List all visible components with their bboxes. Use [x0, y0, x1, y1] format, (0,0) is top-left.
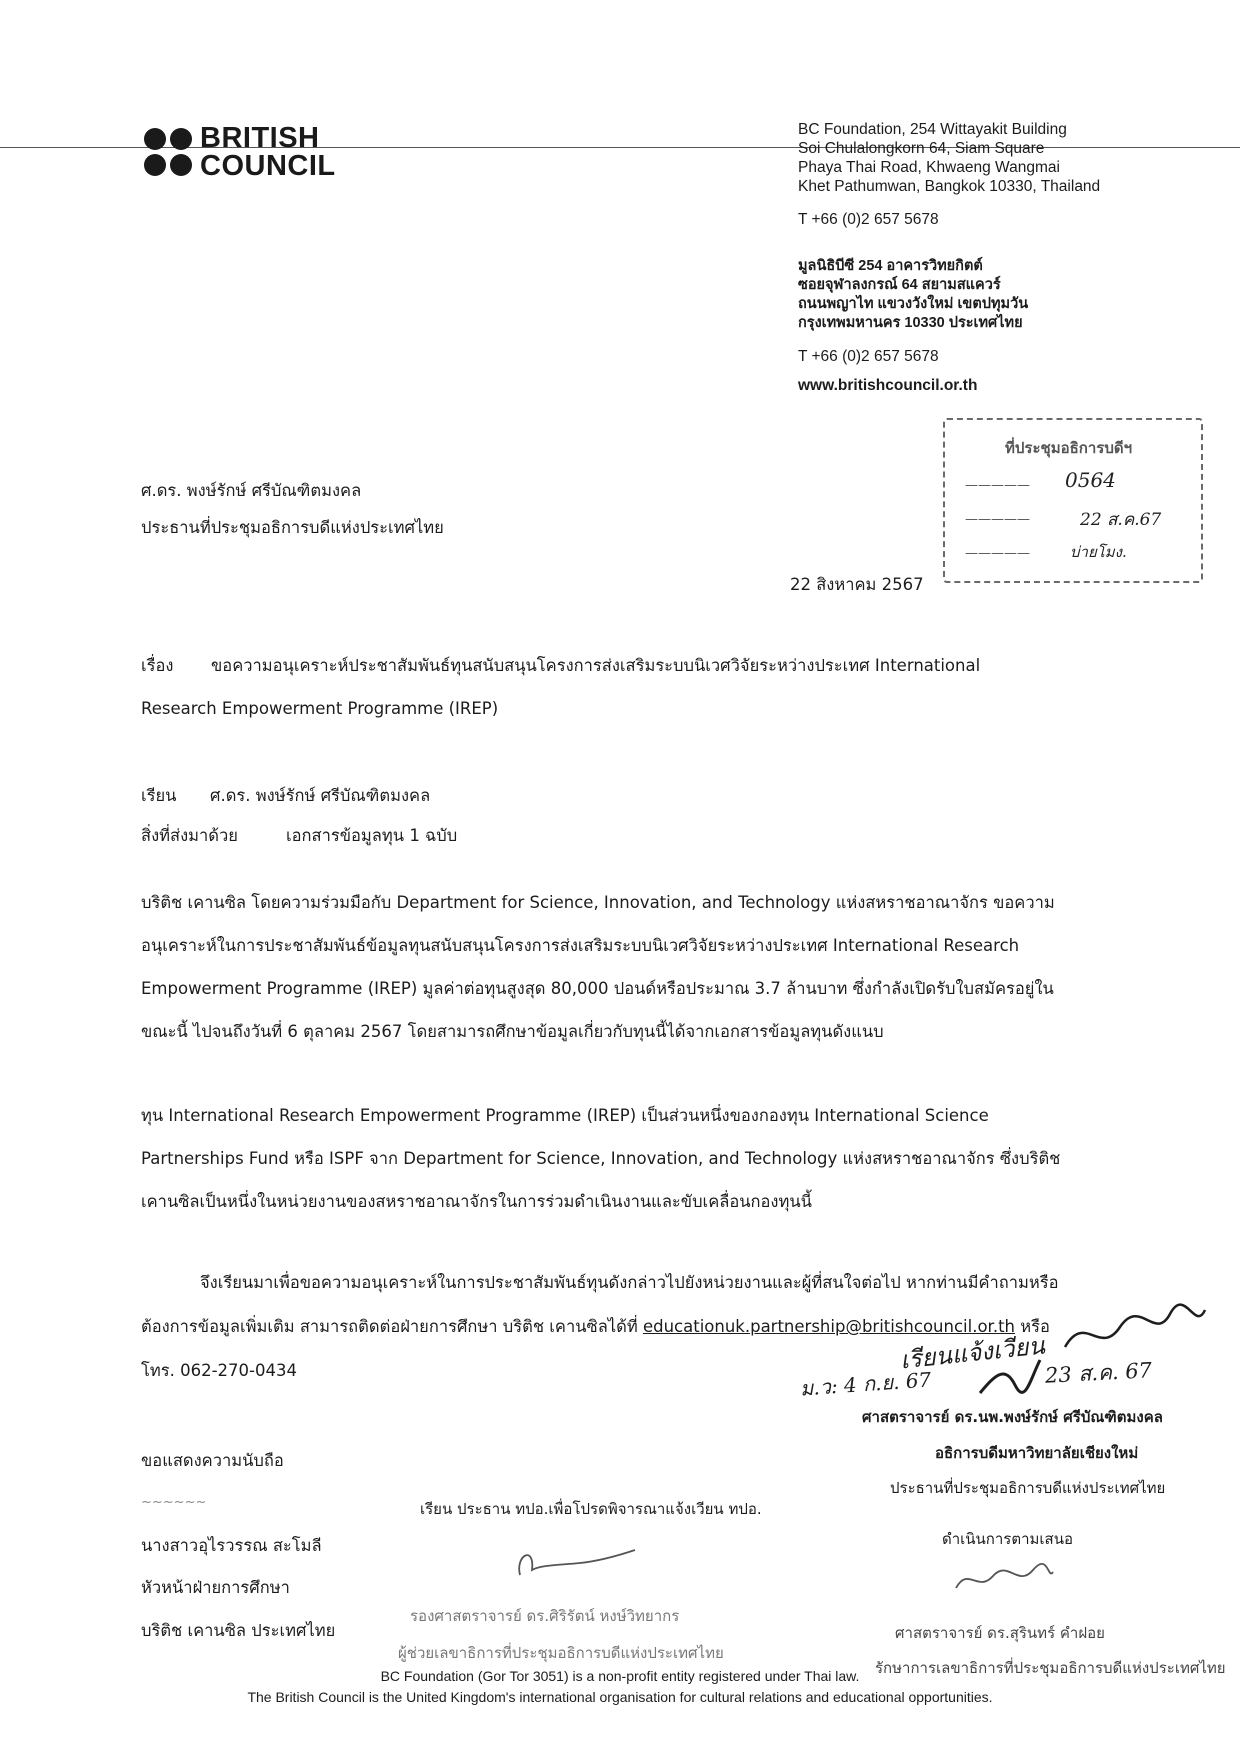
handwritten-note: ม.ว: 4 ก.ย. 67 [799, 1367, 932, 1401]
logo-wordmark: BRITISH COUNCIL [200, 122, 336, 182]
contact-text: หรือ [1015, 1317, 1050, 1336]
secgen-name: ศาสตราจารย์ ดร.สุรินทร์ คำฝอย [895, 1624, 1105, 1642]
subject-line: ขอความอนุเคราะห์ประชาสัมพันธ์ทุนสนับสนุนโครงการส่งเสริมระบบนิเวศวิจัยระหว่างประเทศ International [211, 656, 981, 675]
letter-date: 22 สิงหาคม 2567 [790, 575, 924, 594]
contact-line [141, 1316, 1050, 1338]
address-line: Khet Pathumwan, Bangkok 10330, Thailand [798, 178, 1101, 195]
dear-label: เรียน [141, 786, 177, 805]
logo-dots-icon [144, 128, 192, 176]
handwritten-note: เรียนแจ้งเวียน [898, 1331, 1047, 1375]
receiving-stamp [943, 418, 1203, 583]
stamp-number: 0564 [1065, 468, 1116, 492]
address-line: Phaya Thai Road, Khwaeng Wangmai [798, 159, 1060, 176]
dear-name: ศ.ดร. พงษ์รักษ์ ศรีบัณฑิตมงคล [210, 786, 431, 805]
stamp-title: ที่ประชุมอธิการบดีฯ [1005, 439, 1133, 457]
address-line: BC Foundation, 254 Wittayakit Building [798, 121, 1067, 138]
body-paragraph-line: ขณะนี้ ไปจนถึงวันที่ 6 ตุลาคม 2567 โดยสามารถศึกษาข้อมูลเกี่ยวกับทุนนี้ได้จากเอกสารข้อมูลทุนดังแนบ [141, 1022, 884, 1041]
body-paragraph-line: ทุน International Research Empowerment Programme (IREP) เป็นส่วนหนึ่งของกองทุน International Science [141, 1106, 989, 1125]
stamp-row-label: ————— [965, 512, 1030, 527]
address-line: ถนนพญาไท แขวงวังใหม่ เขตปทุมวัน [798, 296, 1029, 312]
president-name: ศาสตราจารย์ ดร.นพ.พงษ์รักษ์ ศรีบัณฑิตมงคล [862, 1408, 1163, 1426]
body-paragraph-line: บริติช เคานซิล โดยความร่วมมือกับ Department for Science, Innovation, and Technology แห่งสหราชอาณาจักร ขอความ [141, 893, 1055, 912]
secretary-note: เรียน ประธาน ทปอ.เพื่อโปรดพิจารณาแจ้งเวียน ทปอ. [420, 1500, 762, 1518]
phone-thai: T +66 (0)2 657 5678 [798, 348, 939, 365]
footer-line: The British Council is the United Kingdom's international organisation for cultural relations and educational opportunities. [247, 1689, 993, 1705]
secretary-signature-icon [510, 1535, 640, 1585]
sender-name: นางสาวอุไรวรรณ สะโมลี [141, 1536, 322, 1555]
president-title: อธิการบดีมหาวิทยาลัยเชียงใหม่ [935, 1444, 1139, 1462]
footer-line: BC Foundation (Gor Tor 3051) is a non-profit entity registered under Thai law. [380, 1668, 860, 1684]
action-note: ดำเนินการตามเสนอ [942, 1530, 1073, 1548]
president-signature-icon [1060, 1302, 1210, 1362]
secgen-title: รักษาการเลขาธิการที่ประชุมอธิการบดีแห่งประเทศไทย [875, 1659, 1226, 1677]
secretary-name: รองศาสตราจารย์ ดร.ศิริรัตน์ หงษ์วิทยากร [410, 1607, 680, 1625]
address-line: Soi Chulalongkorn 64, Siam Square [798, 140, 1045, 157]
sender-org: บริติช เคานซิล ประเทศไทย [141, 1621, 336, 1640]
subject-line: Research Empowerment Programme (IREP) [141, 699, 499, 718]
british-council-logo [144, 124, 336, 180]
secgen-signature-icon [948, 1558, 1058, 1598]
address-line: มูลนิธิบีซี 254 อาคารวิทยกิตต์ [798, 258, 983, 274]
email-link[interactable]: educationuk.partnership@britishcouncil.or.th [642, 1317, 1015, 1336]
website-link[interactable]: www.britishcouncil.or.th [798, 377, 978, 394]
recipient-name: ศ.ดร. พงษ์รักษ์ ศรีบัณฑิตมงคล [141, 481, 362, 500]
secretary-title: ผู้ช่วยเลขาธิการที่ประชุมอธิการบดีแห่งประเทศไทย [398, 1644, 724, 1662]
subject-label: เรื่อง [141, 656, 174, 675]
stamp-row-label: ————— [965, 546, 1030, 561]
body-paragraph-line: อนุเคราะห์ในการประชาสัมพันธ์ข้อมูลทุนสนับสนุนโครงการส่งเสริมระบบนิเวศวิจัยระหว่างประเทศ International Research [141, 936, 1020, 955]
body-paragraph-line: Partnerships Fund หรือ ISPF จาก Department for Science, Innovation, and Technology แห่งสหราชอาณาจักร ซึ่งบริติช [141, 1149, 1061, 1168]
address-line: ซอยจุฬาลงกรณ์ 64 สยามสแควร์ [798, 277, 1001, 293]
body-paragraph-line: Empowerment Programme (IREP) มูลค่าต่อทุนสูงสุด 80,000 ปอนด์หรือประมาณ 3.7 ล้านบาท ซึ่งกำลังเปิดรับใบสมัครอยู่ใน [141, 979, 1054, 998]
contact-phone: โทร. 062-270-0434 [141, 1361, 297, 1380]
recipient-title: ประธานที่ประชุมอธิการบดีแห่งประเทศไทย [141, 518, 444, 537]
stamp-date: 22 ส.ค.67 [1080, 510, 1162, 530]
sender-title: หัวหน้าฝ่ายการศึกษา [141, 1578, 290, 1597]
president-title: ประธานที่ประชุมอธิการบดีแห่งประเทศไทย [890, 1479, 1166, 1497]
stamp-row-label: ————— [965, 478, 1030, 493]
address-line: กรุงเทพมหานคร 10330 ประเทศไทย [798, 315, 1023, 331]
initial-signature-icon [975, 1355, 1045, 1400]
handwritten-note: 23 ส.ค. 67 [1044, 1358, 1153, 1388]
contact-text: ต้องการข้อมูลเพิ่มเติม สามารถติดต่อฝ่ายการศึกษา บริติช เคานซิลได้ที่ [141, 1317, 643, 1336]
phone-english: T +66 (0)2 657 5678 [798, 211, 939, 228]
enclosure-label: สิ่งที่ส่งมาด้วย [141, 826, 238, 845]
enclosure-value: เอกสารข้อมูลทุน 1 ฉบับ [286, 826, 458, 845]
address-english [798, 120, 1100, 196]
stamp-time: บ่ายโมง. [1070, 543, 1127, 561]
body-paragraph-line: จึงเรียนมาเพื่อขอความอนุเคราะห์ในการประชาสัมพันธ์ทุนดังกล่าวไปยังหน่วยงานและผู้ที่สนใจต่อไป หากท่านมีคำถามหรือ [200, 1273, 1059, 1292]
body-paragraph-line: เคานซิลเป็นหนึ่งในหน่วยงานของสหราชอาณาจักรในการร่วมดำเนินงานและขับเคลื่อนกองทุนนี้ [141, 1192, 812, 1211]
sender-signature-icon: ~~~~~~ [141, 1495, 207, 1510]
closing-text: ขอแสดงความนับถือ [141, 1451, 284, 1470]
address-thai [798, 257, 1028, 333]
